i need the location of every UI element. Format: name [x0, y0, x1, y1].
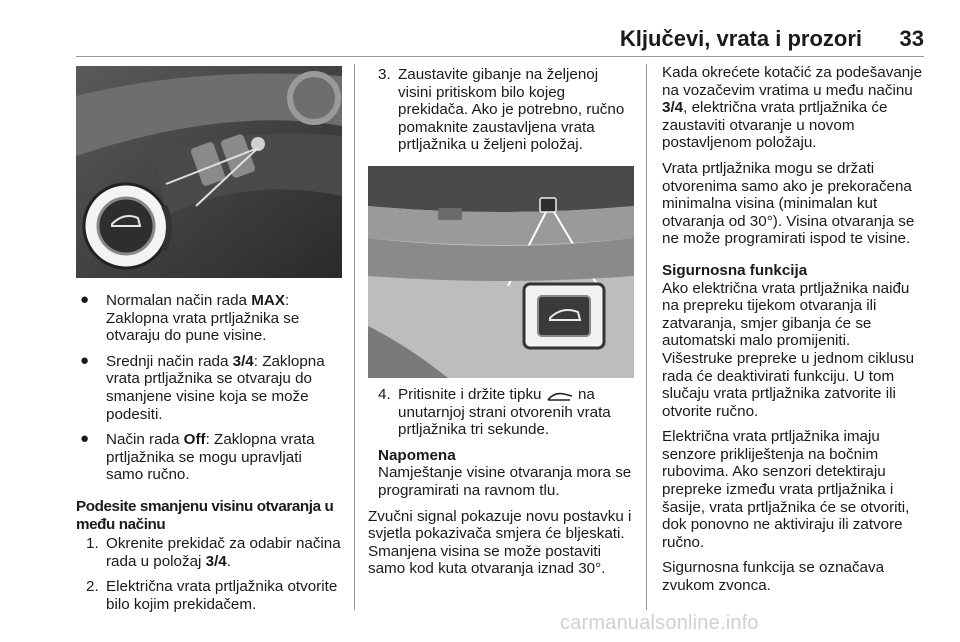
note-title: Napomena — [378, 446, 456, 464]
list-item: 2. Električna vrata prtljažnika otvorite bilo kojim prekidačem. — [86, 578, 338, 613]
bullet-icon: ● — [80, 430, 90, 448]
list-item: 1. Okrenite prekidač za odabir načina rada u položaj 3/4. — [86, 535, 341, 570]
page-number: 33 — [899, 26, 924, 51]
column-divider-1 — [354, 64, 355, 610]
list-item: ● Normalan način rada MAX: Zaklopna vrata prtljažnika se otvaraju do pune visine. — [80, 291, 300, 345]
tailgate-icon — [546, 389, 574, 401]
paragraph: Višestruke prepreke u jednom ciklusu rada će deaktivirati funkciju. U tom slučaju vrata prtljažnika zatvorite ili otvorite ručno. — [662, 349, 915, 420]
column-2-bottom — [368, 386, 636, 578]
paragraph: Ako električna vrata prtljažnika naiđu na prepreku tijekom otvaranja ili zatvaranja, smjer gibanja će se automatski malo promijeniti. — [662, 279, 910, 350]
note-text: Namještanje visine otvaranja mora se programirati na ravnom tlu. — [378, 464, 632, 499]
header-rule — [76, 56, 924, 57]
paragraph: Električna vrata prtljažnika imaju senzore prikliještenja na bočnim rubovima. Ako senzori detektiraju prepreke između vrata prtljažnika i šasije, vrata prtljažnika će se otvoriti, dok ponovno ne aktiviraju ili zatvore ručno. — [662, 428, 910, 551]
bullet-icon: ● — [80, 291, 90, 308]
paragraph: Kada okrećete kotačić za podešavanje na vozačevim vratima u među načinu 3/4, električna vrata prtljažnika će zaustaviti otvaranje u novom postavljenom položaju. — [662, 64, 923, 152]
paragraph: Vrata prtljažnika mogu se držati otvorenima samo ako je prekoračena minimalna visina (minimalan kut otvaranja od 30°). Visina otvaranja se ne može programirati ispod te visine. — [662, 159, 915, 248]
list-item: ● Srednji način rada 3/4: Zaklopna vrata prtljažnika se otvaraju do smanjene visine koja se može podesiti. — [80, 351, 325, 423]
column-2-top — [368, 64, 636, 162]
column-divider-2 — [646, 64, 647, 610]
section-heading: Sigurnosna funkcija — [662, 261, 808, 279]
column-3 — [662, 64, 926, 595]
section-heading: Podesite smanjenu visinu otvaranja u među načinu — [76, 497, 334, 533]
tailgate-button-illustration — [368, 166, 634, 378]
watermark: carmanualsonline.info — [560, 612, 759, 634]
bullet-icon: ● — [80, 351, 90, 369]
column-1 — [76, 292, 342, 622]
list-item: ● Način rada Off: Zaklopna vrata prtljažnika se mogu upravljati samo ručno. — [80, 430, 315, 484]
page-header — [0, 0, 960, 56]
list-item: 4. Pritisnite i držite tipku na unutarnjoj strani otvorenih vrata prtljažnika tri sekunde. — [378, 386, 611, 439]
chapter-title: Ključevi, vrata i prozori — [619, 26, 862, 51]
paragraph: Zvučni signal pokazuje novu postavku i svjetla pokazivača smjera će bljeskati. Smanjena visina se može postaviti samo kod kuta otvaranja iznad 30°. — [368, 507, 632, 578]
paragraph: Sigurnosna funkcija se označava zvukom zvonca. — [662, 559, 885, 595]
list-item: 3. Zaustavite gibanje na željenoj visini pritiskom bilo kojeg prekidača. Ako je potrebno, ručno pomaknite zaustavljena vrata prtljažnika u željeni položaj. — [378, 66, 625, 154]
driver-door-switch-illustration — [76, 66, 342, 278]
